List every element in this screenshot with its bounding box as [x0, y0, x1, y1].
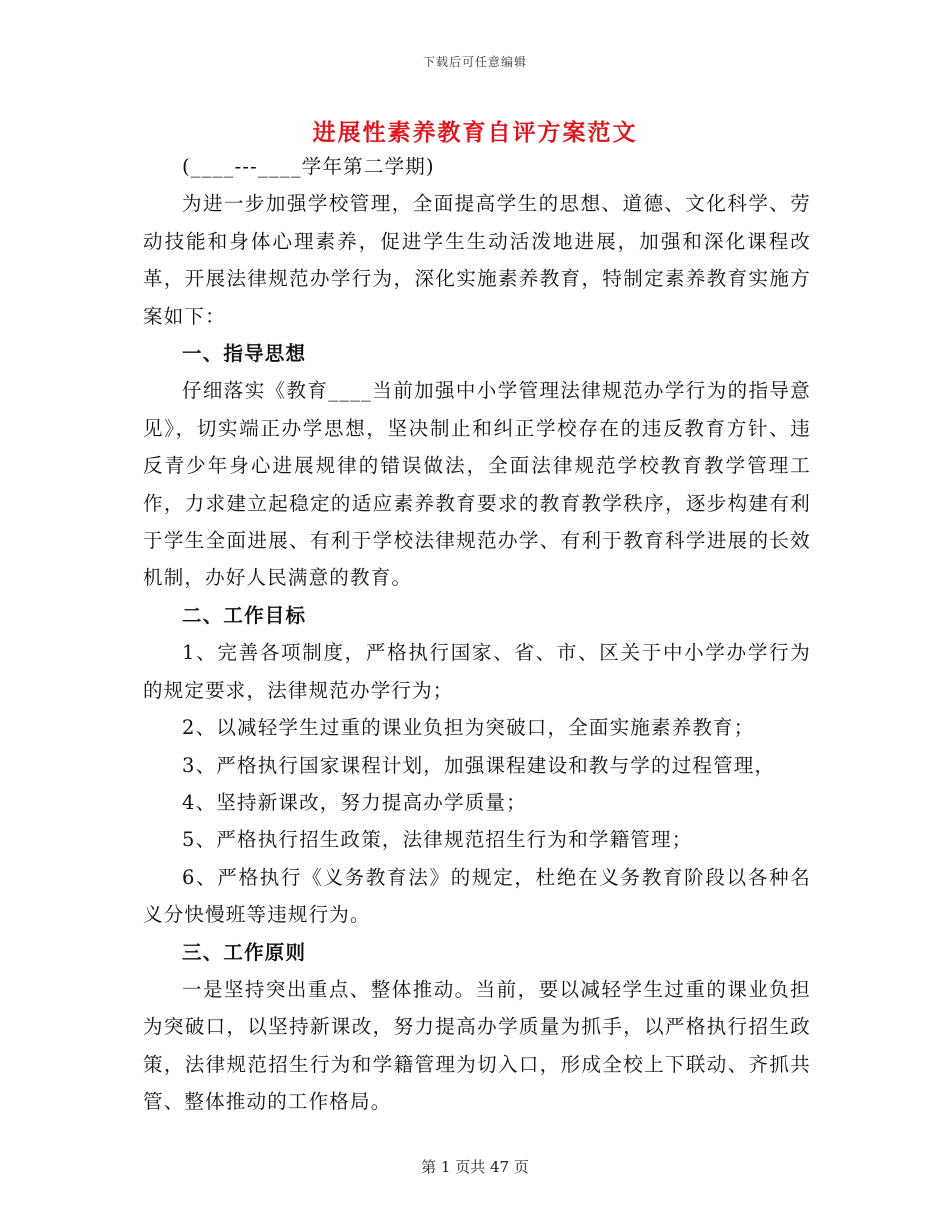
list-item-goal-6: 6、严格执行《义务教育法》的规定，杜绝在义务教育阶段以各种名义分快慢班等违规行为。: [143, 865, 811, 927]
paragraph-intro: 为进一步加强学校管理，全面提高学生的思想、道德、文化科学、劳动技能和身体心理素养，促进学生生动活泼地进展，加强和深化课程改革，开展法律规范办学行为，深化实施素养教育，特制定素养教育实施方案如下：: [143, 192, 811, 328]
paragraph-term: (____---____学年第二学期): [182, 155, 435, 178]
document-body: [143, 148, 811, 1121]
paragraph-guiding-thought: 仔细落实《教育____当前加强中小学管理法律规范办学行为的指导意见》，切实端正办学思想，坚决制止和纠正学校存在的违反教育方针、违反青少年身心进展规律的错误做法，全面法律规范学校教育教学管理工作，力求建立起稳定的适应素养教育要求的教育教学秩序，逐步构建有利于学生全面进展、有利于学校法律规范办学、有利于教育科学进展的长效机制，办好人民满意的教育。: [143, 379, 811, 590]
section-heading-work-principles: 三、工作原则: [182, 940, 307, 964]
list-item-goal-5: 5、严格执行招生政策，法律规范招生行为和学籍管理；: [182, 828, 693, 852]
list-item-goal-2: 2、以减轻学生过重的课业负担为突破口，全面实施素养教育；: [182, 716, 755, 740]
list-item-goal-3: 3、严格执行国家课程计划，加强课程建设和教与学的过程管理，: [182, 753, 776, 777]
section-heading-work-goals: 二、工作目标: [182, 603, 307, 627]
header-note: 下载后可任意编辑: [422, 55, 527, 69]
list-item-goal-4: 4、坚持新课改，努力提高办学质量；: [182, 790, 527, 814]
section-heading-guiding-thought: 一、指导思想: [182, 342, 307, 366]
document-title: 进展性素养教育自评方案范文: [312, 120, 638, 146]
page-footer: 第 1 页共 47 页: [421, 1158, 529, 1176]
paragraph-principle-1: 一是坚持突出重点、整体推动。当前，要以减轻学生过重的课业负担为突破口，以坚持新课改，努力提高办学质量为抓手，以严格执行招生政策，法律规范招生行为和学籍管理为切入口，形成全校上下联动、齐抓共管、整体推动的工作格局。: [143, 977, 811, 1114]
list-item-goal-1: 1、完善各项制度，严格执行国家、省、市、区关于中小学办学行为的规定要求，法律规范办学行为；: [143, 641, 811, 702]
